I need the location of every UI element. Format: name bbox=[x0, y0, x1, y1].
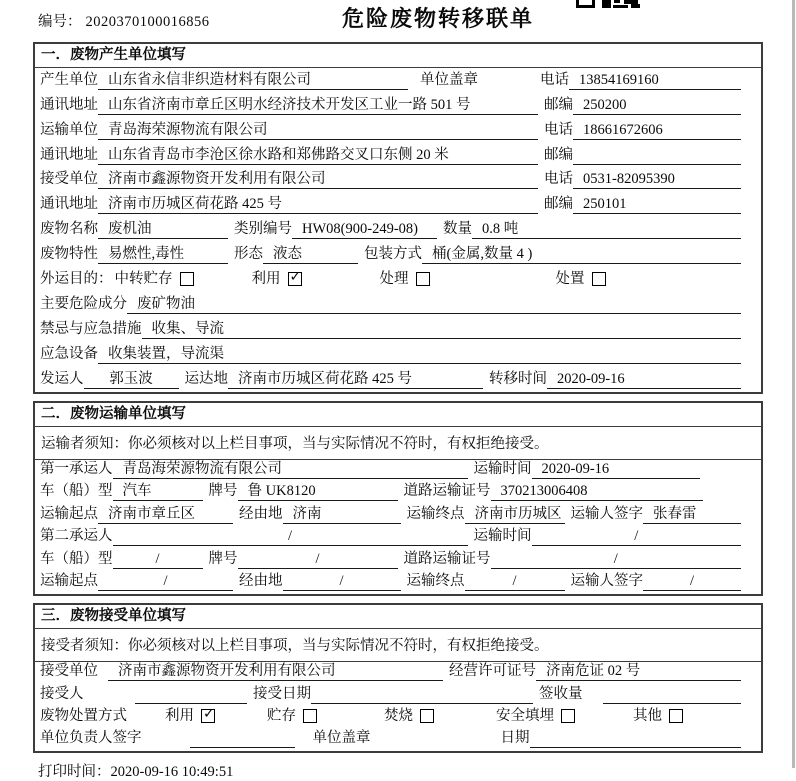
print-time-label: 打印时间： bbox=[38, 764, 111, 781]
field-label: 外运目的： bbox=[40, 271, 113, 288]
checkbox-unchecked bbox=[115, 270, 194, 289]
checkbox-box bbox=[561, 709, 575, 723]
page-title: 危险废物转移联单 bbox=[341, 6, 535, 31]
section-waste-transporter bbox=[33, 401, 763, 596]
field-value bbox=[311, 685, 533, 704]
field-value: 山东省永信非织造材料有限公司 bbox=[98, 71, 408, 90]
form-row bbox=[35, 527, 761, 549]
field-label: 经营许可证号 bbox=[449, 663, 536, 680]
field-value: / bbox=[465, 572, 565, 591]
form-row bbox=[35, 267, 761, 292]
field-value: / bbox=[491, 550, 742, 569]
field-label: 通讯地址 bbox=[40, 146, 98, 163]
field-value: 济南市历城区荷花路 425 号 bbox=[228, 370, 483, 389]
checkbox-label: 处理 bbox=[379, 271, 409, 288]
field-label: 禁忌与应急措施 bbox=[40, 320, 142, 337]
field-label: 运输终点 bbox=[406, 572, 465, 589]
form-row bbox=[35, 367, 761, 392]
checkbox-label: 处置 bbox=[555, 271, 585, 288]
field-label: 产生单位 bbox=[40, 71, 98, 88]
page-right-edge bbox=[792, 0, 795, 768]
field-label: 电话 bbox=[544, 121, 573, 138]
field-label: 运输人签字 bbox=[570, 572, 643, 589]
field-value: 张春雷 bbox=[643, 505, 741, 524]
checkbox-unchecked bbox=[496, 707, 575, 726]
field-label: 第二承运人 bbox=[40, 528, 113, 545]
field-label: 运输人签字 bbox=[570, 505, 643, 522]
field-value: 郭玉波 bbox=[84, 370, 179, 389]
field-value: / bbox=[98, 572, 233, 591]
form-row bbox=[35, 93, 761, 118]
field-value: 青岛海荣源物流有限公司 bbox=[113, 460, 468, 479]
field-label: 应急设备 bbox=[40, 345, 98, 362]
field-label: 废物名称 bbox=[40, 221, 98, 238]
form-row bbox=[35, 242, 761, 267]
field-value: 13854169160 bbox=[569, 71, 741, 90]
field-value bbox=[190, 729, 295, 748]
form-row bbox=[35, 460, 761, 482]
checkbox-checked bbox=[252, 270, 302, 289]
checkbox-unchecked bbox=[380, 270, 430, 289]
field-value: 250200 bbox=[573, 96, 741, 115]
field-value bbox=[530, 729, 742, 748]
field-label: 牌号 bbox=[208, 483, 238, 500]
section-notice: 接受者须知：你必须核对以上栏目事项，当与实际情况不符时，有权拒绝接受。 bbox=[35, 629, 761, 662]
serial-number: 2020370100016856 bbox=[85, 14, 210, 30]
checkbox-unchecked bbox=[633, 707, 683, 726]
checkbox-box bbox=[288, 269, 302, 286]
field-label: 通讯地址 bbox=[40, 196, 98, 213]
field-label: 废物特性 bbox=[40, 246, 98, 263]
field-value bbox=[603, 685, 742, 704]
field-value: 济南市章丘区 bbox=[98, 505, 233, 524]
field-value: 250101 bbox=[573, 195, 741, 214]
checkbox-label: 贮存 bbox=[267, 708, 296, 725]
field-value: 2020-09-16 bbox=[532, 460, 700, 479]
field-value: 山东省济南市章丘区明水经济技术开发区工业一路 501 号 bbox=[98, 96, 538, 115]
field-value: HW08(900-249-08) bbox=[292, 220, 437, 239]
field-label: 主要危险成分 bbox=[40, 295, 127, 312]
field-value: 济南危证 02 号 bbox=[536, 662, 741, 681]
field-label: 接受人 bbox=[40, 685, 84, 702]
field-label: 邮编 bbox=[544, 96, 573, 113]
field-value: 济南市历城区 bbox=[465, 505, 565, 524]
check-icon: ✓ bbox=[203, 706, 215, 723]
field-value: 桶(金属,数量 4 ) bbox=[422, 245, 741, 264]
checkbox-box bbox=[420, 709, 434, 723]
field-label: 道路运输证号 bbox=[403, 550, 491, 567]
form-row bbox=[35, 217, 761, 242]
field-label: 单位负责人签字 bbox=[40, 730, 142, 747]
field-label: 运达地 bbox=[184, 370, 228, 387]
field-value: / bbox=[643, 572, 741, 591]
section-title: 三．废物接受单位填写 bbox=[35, 605, 761, 629]
checkbox-box bbox=[669, 709, 683, 723]
form-row bbox=[35, 684, 761, 706]
field-label: 邮编 bbox=[544, 196, 573, 213]
checkbox-label: 焚烧 bbox=[384, 708, 413, 725]
field-value: 济南 bbox=[283, 505, 401, 524]
field-label: 日期 bbox=[500, 730, 530, 747]
checkbox-label: 其他 bbox=[633, 708, 662, 725]
section-waste-producer bbox=[33, 42, 763, 394]
field-value: 2020-09-16 bbox=[547, 370, 741, 389]
field-label: 运输起点 bbox=[40, 572, 98, 589]
field-label: 运输终点 bbox=[406, 505, 465, 522]
field-label: 接受单位 bbox=[40, 171, 98, 188]
field-value: 济南市鑫源物资开发利用有限公司 bbox=[108, 662, 443, 681]
form-row bbox=[35, 143, 761, 168]
field-label: 数量 bbox=[443, 221, 472, 238]
form-row bbox=[35, 168, 761, 193]
checkbox-label: 中转贮存 bbox=[114, 271, 173, 288]
field-value: 鲁 UK8120 bbox=[238, 482, 398, 501]
serial-label: 编号： bbox=[38, 14, 82, 30]
form-row bbox=[35, 662, 761, 684]
field-label: 单位盖章 bbox=[420, 71, 478, 88]
checkbox-label: 安全填埋 bbox=[496, 708, 554, 725]
field-label: 接受日期 bbox=[253, 685, 311, 702]
field-label: 单位盖章 bbox=[312, 730, 371, 747]
field-value bbox=[573, 146, 741, 165]
form-row bbox=[35, 118, 761, 143]
field-value: 18661672606 bbox=[573, 121, 741, 140]
field-value: / bbox=[113, 550, 203, 569]
field-label: 牌号 bbox=[208, 550, 238, 567]
field-value: 0531-82095390 bbox=[573, 170, 741, 189]
field-label: 形态 bbox=[234, 246, 263, 263]
field-label: 接受单位 bbox=[40, 663, 98, 680]
field-label: 车（船）型 bbox=[40, 483, 113, 500]
checkbox-box bbox=[180, 272, 194, 286]
checkbox-label: 利用 bbox=[165, 708, 194, 725]
field-label: 发运人 bbox=[40, 370, 84, 387]
field-value: 收集、导流 bbox=[142, 320, 742, 339]
form-row bbox=[35, 68, 761, 93]
field-label: 道路运输证号 bbox=[403, 483, 491, 500]
field-label: 签收量 bbox=[539, 685, 583, 702]
field-value: 青岛海荣源物流有限公司 bbox=[98, 121, 538, 140]
field-label: 类别编号 bbox=[234, 221, 292, 238]
checkbox-box bbox=[416, 272, 430, 286]
field-label: 通讯地址 bbox=[40, 96, 98, 113]
field-value: 济南市鑫源物资开发利用有限公司 bbox=[98, 170, 538, 189]
field-value: 济南市历城区荷花路 425 号 bbox=[98, 195, 538, 214]
field-value: 370213006408 bbox=[491, 482, 703, 501]
field-value: 山东省青岛市李沧区徐水路和郑佛路交叉口东侧 20 米 bbox=[98, 146, 538, 165]
field-value: 易燃性,毒性 bbox=[98, 245, 228, 264]
field-value: 收集装置，导流渠 bbox=[98, 345, 741, 364]
checkbox-box bbox=[592, 272, 606, 286]
checkbox-label: 利用 bbox=[251, 271, 281, 288]
field-label: 经由地 bbox=[239, 505, 283, 522]
field-label: 废物处置方式 bbox=[40, 708, 127, 725]
field-value: 0.8 吨 bbox=[472, 220, 741, 239]
field-value: / bbox=[238, 550, 398, 569]
checkbox-unchecked bbox=[267, 707, 317, 726]
form-row bbox=[35, 342, 761, 367]
form-row bbox=[35, 729, 761, 751]
form-row bbox=[35, 317, 761, 342]
field-value bbox=[135, 685, 247, 704]
field-label: 第一承运人 bbox=[40, 460, 113, 477]
form-row bbox=[35, 572, 761, 594]
field-label: 电话 bbox=[544, 171, 573, 188]
field-label: 电话 bbox=[540, 71, 569, 88]
form-row bbox=[35, 192, 761, 217]
checkbox-box bbox=[303, 709, 317, 723]
section-notice: 运输者须知：你必须核对以上栏目事项，当与实际情况不符时，有权拒绝接受。 bbox=[35, 427, 761, 460]
field-label: 经由地 bbox=[239, 572, 283, 589]
field-value: / bbox=[532, 527, 742, 546]
section-waste-receiver bbox=[33, 603, 763, 754]
field-value: 汽车 bbox=[113, 482, 203, 501]
field-value: / bbox=[113, 527, 468, 546]
section-title: 二．废物运输单位填写 bbox=[35, 403, 761, 427]
field-label: 包装方式 bbox=[364, 246, 422, 263]
field-label: 运输时间 bbox=[473, 528, 532, 545]
form-row bbox=[35, 707, 761, 729]
form-row bbox=[35, 482, 761, 504]
field-label: 邮编 bbox=[544, 146, 573, 163]
document-header bbox=[0, 0, 796, 42]
form-row bbox=[35, 292, 761, 317]
serial-number-field bbox=[38, 10, 210, 31]
field-label: 运输单位 bbox=[40, 121, 98, 138]
form-row bbox=[35, 504, 761, 526]
field-label: 运输起点 bbox=[40, 505, 98, 522]
print-time-value: 2020-09-16 10:49:51 bbox=[110, 764, 234, 781]
field-label: 车（船）型 bbox=[40, 550, 113, 567]
field-value: 液态 bbox=[263, 245, 358, 264]
field-label: 运输时间 bbox=[473, 460, 532, 477]
field-value: 废矿物油 bbox=[127, 295, 741, 314]
print-time-line bbox=[38, 760, 796, 781]
form-sections bbox=[0, 42, 796, 753]
form-row bbox=[35, 549, 761, 571]
check-icon: ✓ bbox=[289, 269, 302, 286]
field-value: 废机油 bbox=[98, 220, 228, 239]
checkbox-checked bbox=[165, 707, 215, 726]
checkbox-box bbox=[201, 706, 215, 723]
section-title: 一．废物产生单位填写 bbox=[35, 44, 761, 68]
checkbox-unchecked bbox=[556, 270, 606, 289]
field-value: / bbox=[283, 572, 401, 591]
checkbox-unchecked bbox=[384, 707, 434, 726]
field-label: 转移时间 bbox=[489, 370, 547, 387]
